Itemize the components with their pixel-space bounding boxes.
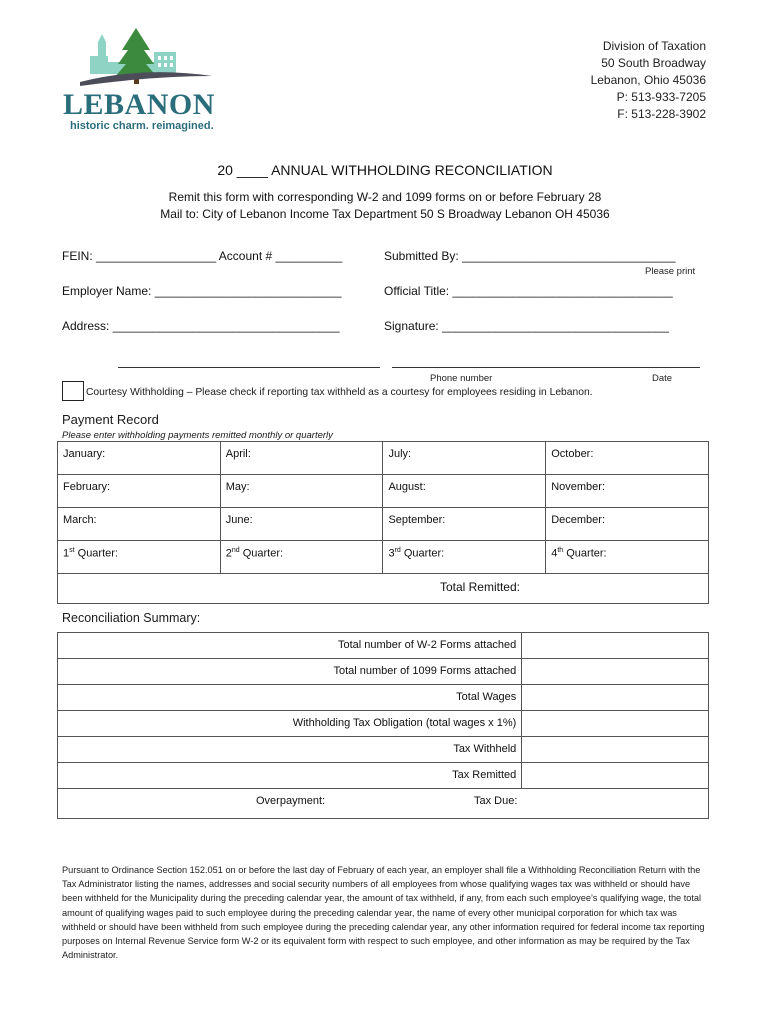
payment-cell-june[interactable]: June: xyxy=(220,508,383,541)
logo-wordmark: LEBANON xyxy=(63,88,215,121)
payment-cell-september[interactable]: September: xyxy=(383,508,546,541)
reconciliation-table xyxy=(57,632,709,819)
total-remitted-cell[interactable] xyxy=(58,574,709,604)
date-line[interactable] xyxy=(392,367,700,368)
fax-number: F: 513-228-3902 xyxy=(617,107,706,121)
table-row xyxy=(58,442,709,475)
form-title: 20 ____ ANNUAL WITHHOLDING RECONCILIATION xyxy=(217,162,553,178)
tax-obligation-label: Withholding Tax Obligation (total wages x 1%) xyxy=(58,711,522,737)
phone-number: P: 513-933-7205 xyxy=(616,90,706,104)
fein-account-field[interactable]: FEIN: __________________ Account # __________ xyxy=(62,249,343,263)
address-field[interactable]: Address: __________________________________ xyxy=(62,319,340,333)
official-title-field[interactable]: Official Title: _________________________________ xyxy=(384,284,673,298)
payment-record-table xyxy=(57,441,709,604)
tax-obligation-value[interactable] xyxy=(522,711,709,737)
table-row xyxy=(58,659,709,685)
1099-forms-value[interactable] xyxy=(522,659,709,685)
phone-number-line[interactable] xyxy=(118,367,380,368)
payment-cell-january[interactable]: January: xyxy=(58,442,221,475)
payment-cell-may[interactable]: May: xyxy=(220,475,383,508)
mail-instruction: Mail to: City of Lebanon Income Tax Department 50 S Broadway Lebanon OH 45036 xyxy=(160,207,610,221)
courtesy-withholding-checkbox[interactable] xyxy=(62,381,84,401)
submitted-by-field[interactable]: Submitted By: ________________________________ xyxy=(384,249,676,263)
ordinance-legal-text: Pursuant to Ordinance Section 152.051 on or before the last day of February of each year, an employer shall file a Withholding Reconciliation Return with the Tax Administrator listing the names, addresses and social security numbers of all employees from whose qualifying wages tax was withheld or should have been withheld for the Municipality during the preceding calendar year, the amount of tax withheld, if any, from each such employee’s qualifying wage, the total amount of qualifying wages paid to such employee during the preceding calendar year, the name of every other municipal corporation for which tax was withheld or should have been withheld from such employee during the preceding calendar year, any other information required for federal income tax reporting purposes on Internal Revenue Service form W-2 or its equivalent form with respect to such employee, and other information as may be required by the Tax Administrator. xyxy=(62,865,705,961)
overpayment-taxdue-cell[interactable] xyxy=(58,789,709,819)
payment-cell-december[interactable]: December: xyxy=(546,508,709,541)
payment-cell-q4[interactable]: 4th Quarter: xyxy=(546,541,709,574)
payment-cell-november[interactable]: November: xyxy=(546,475,709,508)
payment-cell-march[interactable]: March: xyxy=(58,508,221,541)
signature-field[interactable]: Signature: __________________________________ xyxy=(384,319,669,333)
table-row xyxy=(58,789,709,819)
payment-cell-october[interactable]: October: xyxy=(546,442,709,475)
address-line-2: 50 South Broadway xyxy=(601,56,706,70)
total-wages-value[interactable] xyxy=(522,685,709,711)
table-row xyxy=(58,763,709,789)
date-label: Date xyxy=(652,373,673,384)
payment-cell-february[interactable]: February: xyxy=(58,475,221,508)
1099-forms-label: Total number of 1099 Forms attached xyxy=(58,659,522,685)
table-row xyxy=(58,475,709,508)
payment-cell-q2[interactable]: 2nd Quarter: xyxy=(220,541,383,574)
address-line-1: Division of Taxation xyxy=(602,39,706,53)
reconciliation-heading: Reconciliation Summary: xyxy=(62,611,201,625)
w2-forms-value[interactable] xyxy=(522,633,709,659)
total-wages-label: Total Wages xyxy=(58,685,522,711)
address-line-3: Lebanon, Ohio 45036 xyxy=(590,73,706,87)
w2-forms-label: Total number of W-2 Forms attached xyxy=(58,633,522,659)
table-row xyxy=(58,711,709,737)
tax-withheld-label: Tax Withheld xyxy=(58,737,522,763)
payment-cell-august[interactable]: August: xyxy=(383,475,546,508)
phone-number-label: Phone number xyxy=(430,373,493,384)
payment-instruction: Please enter withholding payments remitted monthly or quarterly xyxy=(62,430,333,441)
total-remitted-label: Total Remitted: xyxy=(439,580,520,594)
table-row xyxy=(58,508,709,541)
tax-withheld-value[interactable] xyxy=(522,737,709,763)
tax-due-label: Tax Due: xyxy=(474,795,518,807)
overpayment-label: Overpayment: xyxy=(256,795,326,807)
payment-cell-july[interactable]: July: xyxy=(383,442,546,475)
table-row xyxy=(58,574,709,604)
payment-cell-q1[interactable]: 1st Quarter: xyxy=(58,541,221,574)
lebanon-logo xyxy=(62,26,222,136)
remit-instruction: Remit this form with corresponding W-2 and 1099 forms on or before February 28 xyxy=(168,190,602,204)
tax-remitted-value[interactable] xyxy=(522,763,709,789)
payment-cell-q3[interactable]: 3rd Quarter: xyxy=(383,541,546,574)
courtesy-withholding-label: Courtesy Withholding – Please check if reporting tax withheld as a courtesy for employees residing in Lebanon. xyxy=(86,387,593,398)
table-row xyxy=(58,633,709,659)
division-address xyxy=(591,38,706,123)
table-row xyxy=(58,541,709,574)
tax-remitted-label: Tax Remitted xyxy=(58,763,522,789)
table-row xyxy=(58,685,709,711)
logo-tagline: historic charm. reimagined. xyxy=(70,120,214,132)
payment-cell-april[interactable]: April: xyxy=(220,442,383,475)
payment-record-heading: Payment Record xyxy=(62,412,159,427)
logo-emblem-icon xyxy=(62,26,222,88)
table-row xyxy=(58,737,709,763)
employer-name-field[interactable]: Employer Name: ____________________________ xyxy=(62,284,342,298)
please-print-note: Please print xyxy=(645,266,696,277)
